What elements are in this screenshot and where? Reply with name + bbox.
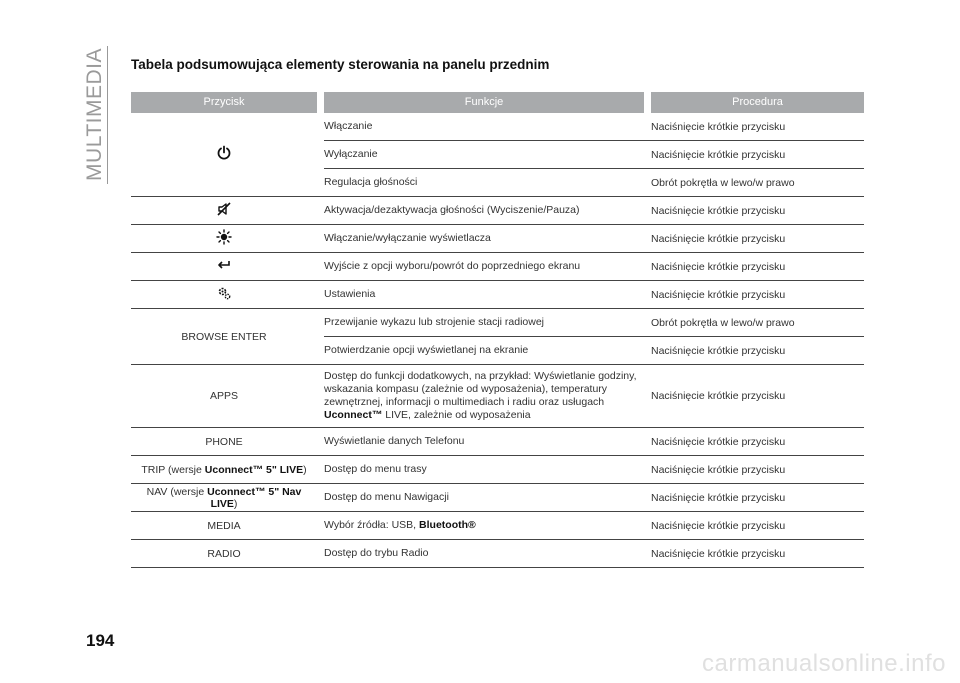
function-entry: [324, 428, 864, 455]
function-entry: [324, 365, 864, 427]
button-cell: [131, 540, 317, 567]
row-functions: [324, 540, 864, 567]
header-procedure: Procedura: [651, 92, 864, 113]
button-label-prefix: TRIP (wersje: [141, 463, 205, 476]
function-text-prefix: Dostęp do funkcji dodatkowych, na przykład: Wyświetlanie godziny, wskazania kompasu (zależnie od wyposażenia), temperatury zewnętrznej, informacji o multimediach i radiu oraz usługach: [324, 370, 637, 408]
function-text-suffix: LIVE, zależnie od wyposażenia: [382, 409, 531, 421]
procedure-text: Naciśnięcie krótkie przycisku: [651, 120, 786, 133]
button-label: RADIO: [207, 547, 241, 560]
button-label: PHONE: [205, 435, 243, 448]
function-text: [324, 365, 644, 427]
function-entry: [324, 336, 864, 364]
section-label: MULTIMEDIA: [83, 47, 106, 181]
function-text: Aktywacja/dezaktywacja głośności (Wyciszenie/Pauza): [324, 204, 580, 216]
button-label-suffix: ): [233, 497, 238, 510]
function-text: Wyjście z opcji wyboru/powrót do poprzedniego ekranu: [324, 260, 581, 272]
function-text: Ustawienia: [324, 288, 376, 300]
button-cell: [131, 113, 317, 196]
function-text: Przewijanie wykazu lub strojenie stacji radiowej: [324, 316, 545, 328]
button-label-product: Uconnect™ 5" Nav LIVE: [207, 485, 302, 510]
button-cell: [131, 512, 317, 539]
button-cell: [131, 225, 317, 252]
button-label-prefix: NAV (wersje: [146, 485, 208, 498]
procedure-text: Naciśnięcie krótkie przycisku: [651, 148, 786, 161]
button-cell: [131, 309, 317, 364]
procedure-text: Naciśnięcie krótkie przycisku: [651, 288, 786, 301]
function-text: Dostęp do trybu Radio: [324, 547, 429, 559]
function-entry: [324, 140, 864, 168]
table-row: [131, 113, 864, 197]
procedure-text: Naciśnięcie krótkie przycisku: [651, 463, 786, 476]
button-label-suffix: ): [303, 463, 307, 476]
section-divider: [107, 46, 108, 184]
function-entry: [324, 540, 864, 567]
function-entry: [324, 309, 864, 336]
procedure-text: Naciśnięcie krótkie przycisku: [651, 491, 786, 504]
procedure-text: Naciśnięcie krótkie przycisku: [651, 390, 786, 402]
watermark: carmanualsonline.info: [702, 650, 946, 677]
table-row: [131, 456, 864, 484]
button-cell: [131, 456, 317, 483]
function-text: Wyświetlanie danych Telefonu: [324, 435, 465, 447]
function-text: Dostęp do menu trasy: [324, 463, 427, 475]
function-entry: [324, 512, 864, 539]
function-text: Włączanie/wyłączanie wyświetlacza: [324, 232, 491, 244]
function-text: Wyłączanie: [324, 148, 378, 160]
row-functions: [324, 512, 864, 539]
button-label: MEDIA: [207, 519, 241, 532]
procedure-text: Naciśnięcie krótkie przycisku: [651, 547, 786, 560]
back-arrow-icon: [216, 257, 232, 276]
button-label: BROWSE ENTER: [181, 330, 267, 343]
function-entry: [324, 484, 864, 511]
table-row: [131, 225, 864, 253]
header-function: Funkcje: [324, 92, 644, 113]
function-text-prefix: Wybór źródła: USB,: [324, 519, 420, 531]
table-row: [131, 309, 864, 365]
function-text: Potwierdzanie opcji wyświetlanej na ekranie: [324, 344, 529, 356]
button-label: APPS: [209, 390, 238, 402]
row-functions: [324, 113, 864, 196]
function-text: Włączanie: [324, 120, 373, 132]
function-entry: [324, 168, 864, 196]
display-brightness-icon: [216, 229, 232, 248]
table-row: [131, 253, 864, 281]
table-row: [131, 512, 864, 540]
row-functions: [324, 309, 864, 364]
function-text-brand: Bluetooth®: [419, 519, 476, 531]
procedure-text: Naciśnięcie krótkie przycisku: [651, 344, 786, 357]
settings-gear-icon: [216, 285, 232, 304]
table-row: [131, 281, 864, 309]
function-entry: [324, 281, 864, 308]
procedure-text: Naciśnięcie krótkie przycisku: [651, 204, 786, 217]
function-text: Dostęp do menu Nawigacji: [324, 491, 449, 503]
function-text-brand: Uconnect™: [324, 409, 383, 421]
row-functions: [324, 281, 864, 308]
page-number: 194: [86, 631, 115, 650]
table-row: [131, 540, 864, 568]
header-button: Przycisk: [131, 92, 317, 113]
row-functions: [324, 253, 864, 280]
table-row: [131, 484, 864, 512]
procedure-text: Naciśnięcie krótkie przycisku: [651, 232, 786, 245]
row-functions: [324, 197, 864, 224]
button-cell: [131, 281, 317, 308]
power-icon: [216, 145, 232, 164]
button-cell: [131, 253, 317, 280]
function-entry: [324, 253, 864, 280]
procedure-text: Obrót pokrętła w lewo/w prawo: [651, 316, 795, 329]
button-cell: [131, 484, 317, 511]
row-functions: [324, 428, 864, 455]
procedure-text: Naciśnięcie krótkie przycisku: [651, 435, 786, 448]
function-entry: [324, 197, 864, 224]
function-entry: [324, 456, 864, 483]
procedure-text: Naciśnięcie krótkie przycisku: [651, 519, 786, 532]
function-text: Regulacja głośności: [324, 176, 418, 188]
button-label: [135, 486, 313, 510]
row-functions: [324, 484, 864, 511]
page-title: Tabela podsumowująca elementy sterowania na panelu przednim: [131, 57, 550, 72]
row-functions: [324, 225, 864, 252]
mute-icon: [216, 201, 232, 220]
table-row: [131, 365, 864, 428]
row-functions: [324, 365, 864, 427]
table-row: [131, 428, 864, 456]
function-entry: [324, 225, 864, 252]
button-cell: [131, 365, 317, 427]
table-row: [131, 197, 864, 225]
function-entry: [324, 113, 864, 140]
procedure-text: Obrót pokrętła w lewo/w prawo: [651, 176, 795, 189]
button-label-product: Uconnect™ 5" LIVE: [204, 463, 304, 476]
button-cell: [131, 428, 317, 455]
function-text: [324, 514, 644, 537]
button-label: [141, 464, 306, 476]
button-cell: [131, 197, 317, 224]
controls-table: [131, 92, 864, 568]
row-functions: [324, 456, 864, 483]
table-header: [131, 92, 864, 113]
procedure-text: Naciśnięcie krótkie przycisku: [651, 260, 786, 273]
